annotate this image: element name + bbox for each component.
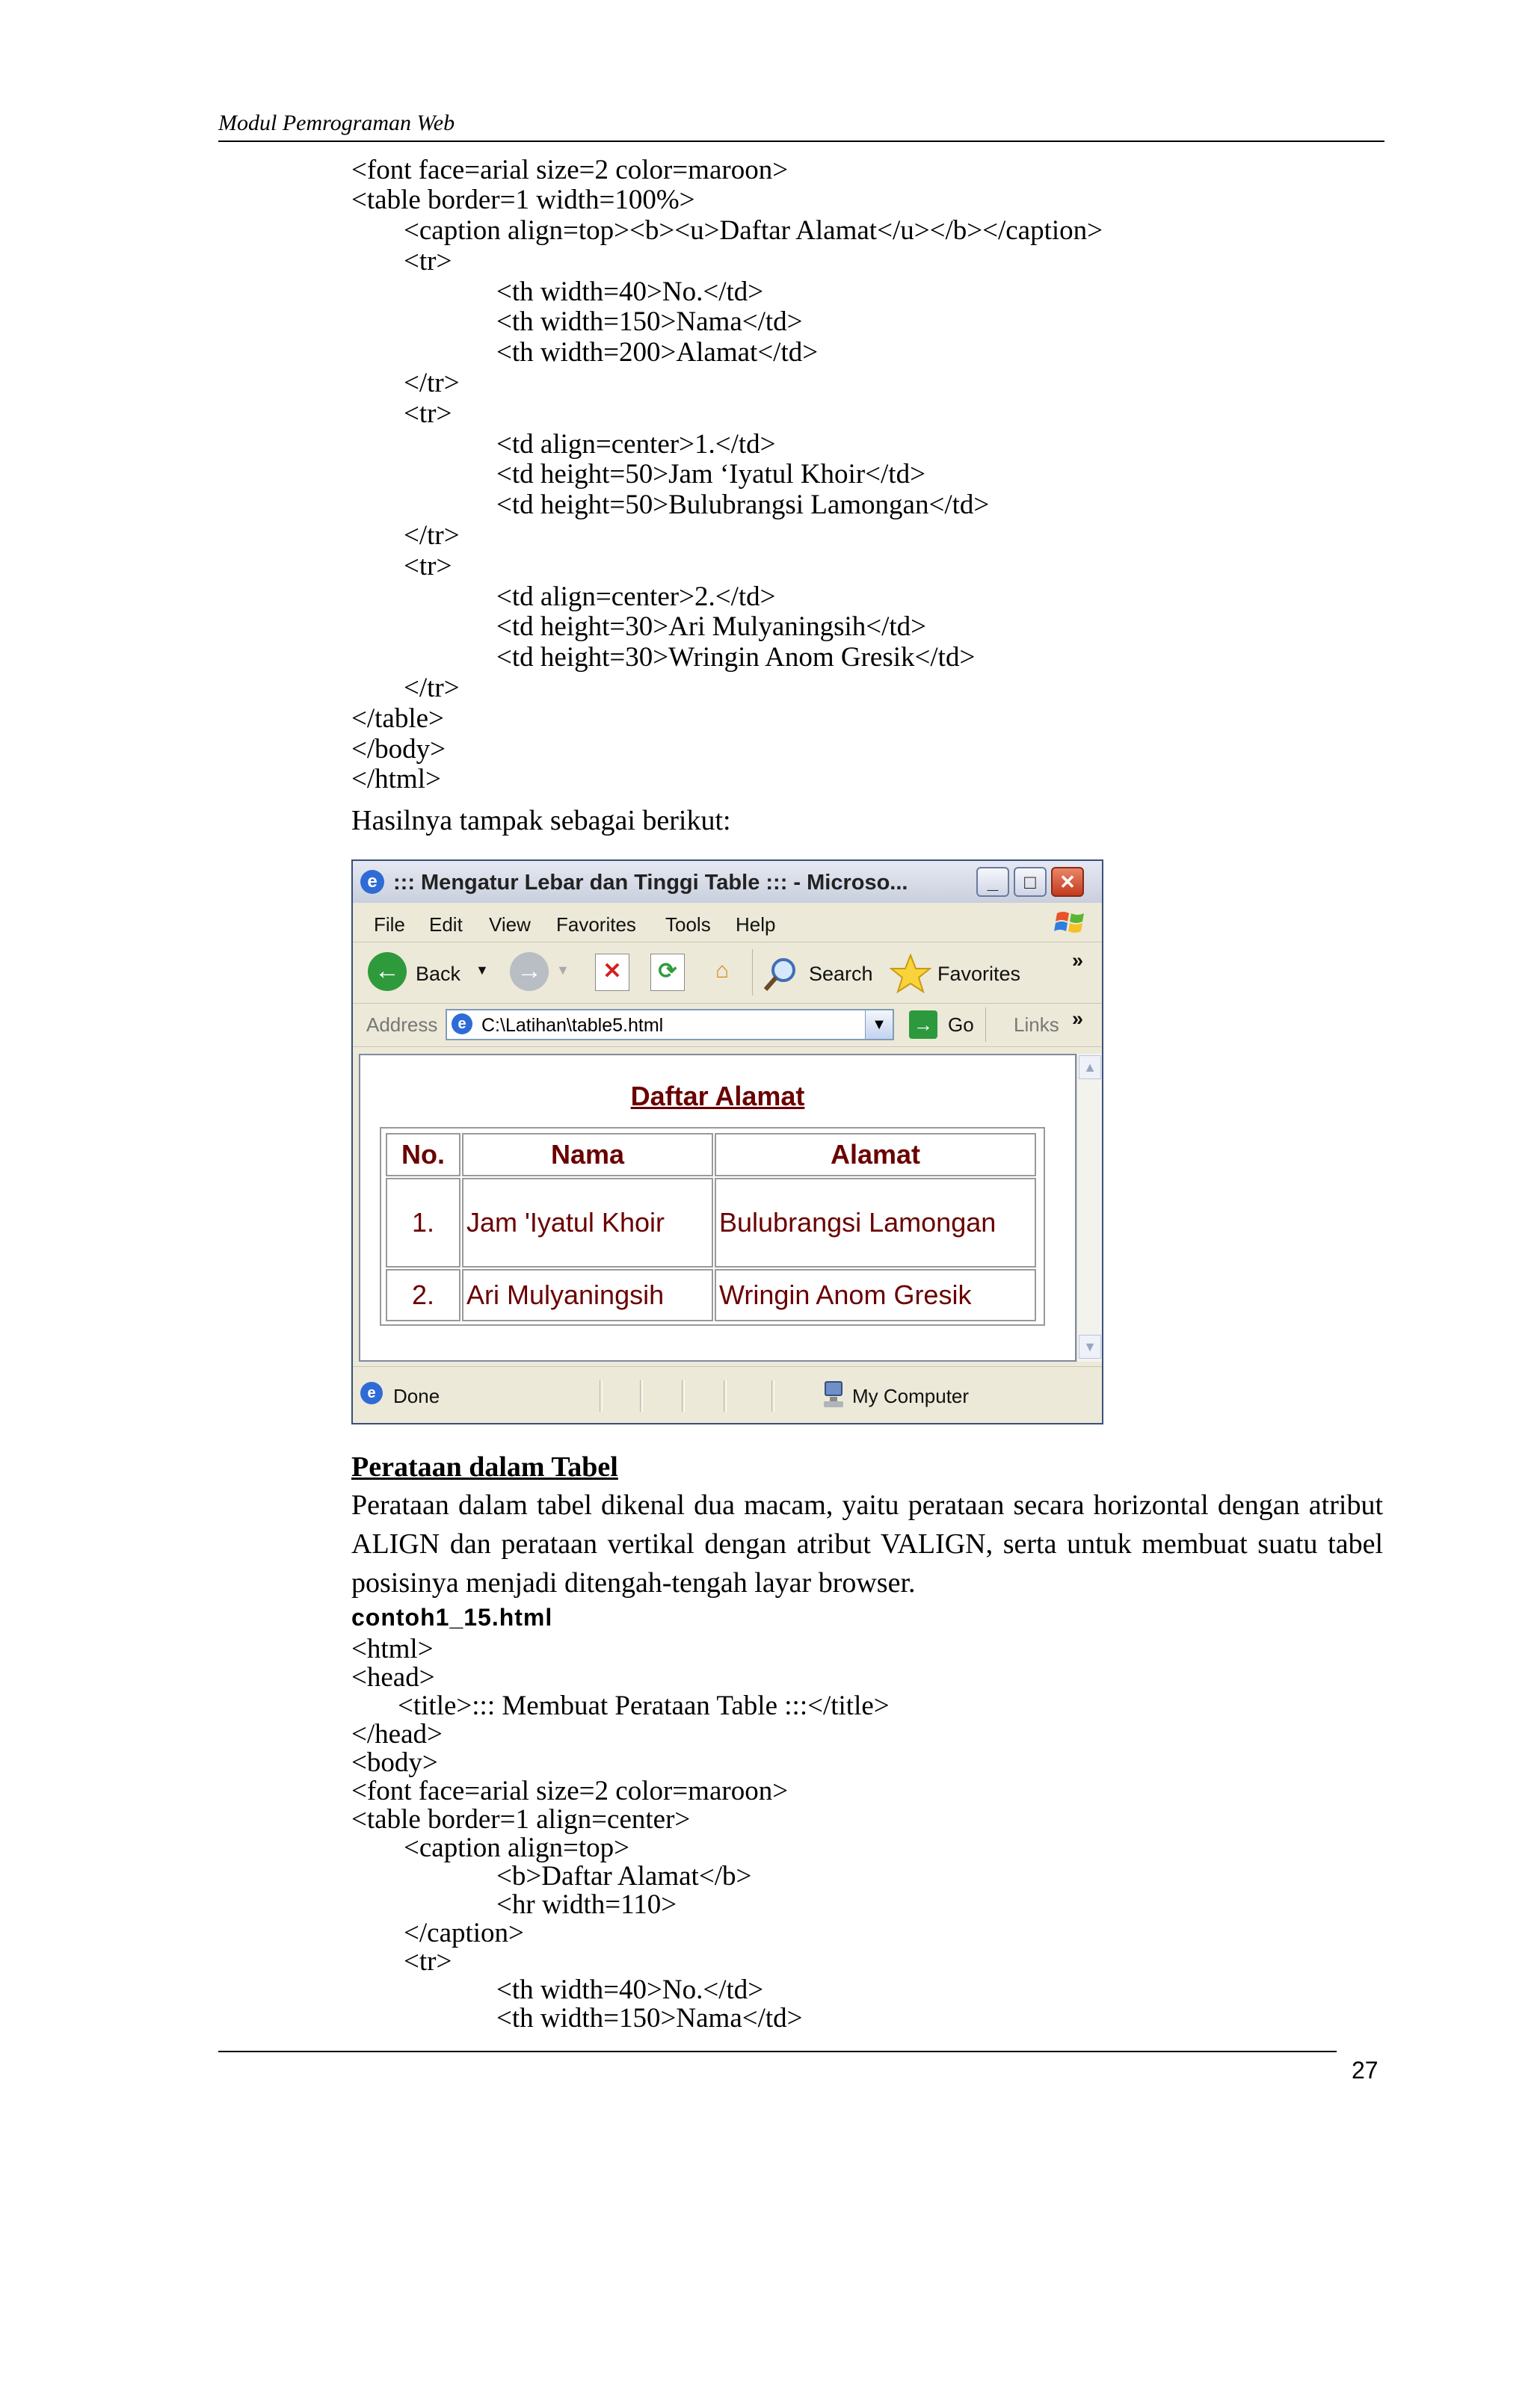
status-bar <box>353 1366 1102 1424</box>
links-label[interactable]: Links <box>1014 1013 1059 1036</box>
close-button[interactable]: ✕ <box>1051 867 1084 897</box>
code-line: <th width=200>Alamat</td> <box>496 337 819 368</box>
table-cell: 1. <box>386 1178 460 1268</box>
table-cell: Wringin Anom Gresik <box>715 1269 1036 1321</box>
header-nama: Nama <box>462 1133 713 1176</box>
status-separator <box>724 1380 727 1412</box>
stop-icon[interactable]: ✕ <box>595 954 629 991</box>
windows-flag-icon <box>1054 909 1087 936</box>
table-cell: Jam 'Iyatul Khoir <box>462 1178 713 1268</box>
ie-page-icon: e <box>452 1013 472 1034</box>
code-line: </html> <box>351 764 441 794</box>
menu-bar <box>353 903 1102 942</box>
code-line: <tr> <box>404 246 452 277</box>
body-paragraph: Perataan dalam tabel dikenal dua macam, yaitu perataan secara horizontal dengan atribut ALIGN dan perataan vertikal dengan atribut VALIGN, serta untuk membuat suatu tabel posisinya menjadi ditengah-tengah layar browser. <box>351 1489 1383 1599</box>
code-line: <td height=50>Jam ‘Iyatul Khoir</td> <box>496 459 925 490</box>
code-line: <body> <box>351 1747 438 1778</box>
menu-help[interactable]: Help <box>736 913 776 936</box>
table-cell: Ari Mulyaningsih <box>462 1269 713 1321</box>
code-line: </tr> <box>404 673 460 703</box>
vertical-scrollbar[interactable] <box>1076 1054 1103 1362</box>
code-line: </body> <box>351 734 446 765</box>
code-line: </tr> <box>404 520 460 551</box>
code-line: <tr> <box>404 398 452 429</box>
section-title: Perataan dalam Tabel <box>351 1451 618 1483</box>
code-line: <font face=arial size=2 color=maroon> <box>351 155 789 185</box>
table-cell: Bulubrangsi Lamongan <box>715 1178 1036 1268</box>
address-dropdown-icon[interactable]: ▼ <box>865 1010 893 1039</box>
code-line: <th width=40>No.</td> <box>496 1975 764 2005</box>
scroll-up-icon[interactable]: ▲ <box>1079 1055 1101 1079</box>
standard-toolbar <box>353 942 1102 1004</box>
refresh-icon[interactable]: ⟳ <box>650 954 685 991</box>
code-line: <tr> <box>404 551 452 581</box>
table-caption: Daftar Alamat <box>630 1081 805 1111</box>
code-line: <td align=center>1.</td> <box>496 429 776 460</box>
code-line: <head> <box>351 1662 435 1693</box>
ie-page-icon: e <box>360 1382 383 1404</box>
result-intro: Hasilnya tampak sebagai berikut: <box>351 805 731 836</box>
code-line: <table border=1 width=100%> <box>351 185 695 215</box>
table-cell: 2. <box>386 1269 460 1321</box>
code-line: <td align=center>2.</td> <box>496 581 776 612</box>
footer-rule <box>218 2051 1337 2052</box>
maximize-button[interactable]: □ <box>1014 867 1047 897</box>
header-alamat: Alamat <box>715 1133 1036 1176</box>
back-arrow-icon[interactable]: ← <box>368 952 407 991</box>
menu-view[interactable]: View <box>489 913 531 936</box>
code-line: </head> <box>351 1719 443 1750</box>
status-separator <box>600 1380 603 1412</box>
my-computer-icon <box>822 1380 845 1410</box>
menu-favorites[interactable]: Favorites <box>556 913 636 936</box>
code-line: </caption> <box>404 1918 524 1948</box>
code-line: <td height=30>Ari Mulyaningsih</td> <box>496 611 927 642</box>
home-icon[interactable]: ⌂ <box>715 958 730 983</box>
status-separator <box>640 1380 643 1412</box>
code-line: <font face=arial size=2 color=maroon> <box>351 1776 789 1806</box>
code-line: </tr> <box>404 368 460 398</box>
back-dropdown-icon[interactable]: ▼ <box>475 963 489 978</box>
status-separator <box>771 1380 774 1412</box>
address-table <box>380 1127 1045 1326</box>
page-viewport <box>359 1054 1076 1362</box>
favorites-button-label[interactable]: Favorites <box>937 963 1021 985</box>
menu-tools[interactable]: Tools <box>665 913 711 936</box>
menu-edit[interactable]: Edit <box>429 913 463 936</box>
header-rule <box>218 141 1384 142</box>
go-button-label[interactable]: Go <box>948 1013 974 1036</box>
code-line: <hr width=110> <box>496 1889 677 1920</box>
code-line: <html> <box>351 1634 434 1664</box>
address-bar <box>353 1003 1102 1047</box>
minimize-button[interactable]: _ <box>976 867 1009 897</box>
favorites-star-icon[interactable] <box>890 954 931 994</box>
code-line: <tr> <box>404 1946 452 1977</box>
go-arrow-icon[interactable]: → <box>909 1010 937 1039</box>
status-done: Done <box>393 1385 440 1407</box>
search-icon[interactable] <box>763 955 800 992</box>
ie-page-icon: e <box>360 870 384 894</box>
title-bar[interactable] <box>353 861 1102 903</box>
status-zone: My Computer <box>852 1385 970 1407</box>
back-button-label[interactable]: Back <box>416 963 461 985</box>
forward-dropdown-icon[interactable]: ▼ <box>556 963 570 978</box>
browser-window <box>351 859 1103 1424</box>
toolbar-overflow-icon[interactable]: » <box>1072 949 1084 972</box>
code-line: <caption align=top><b><u>Daftar Alamat</u></b></caption> <box>404 215 1103 246</box>
window-title: ::: Mengatur Lebar dan Tinggi Table ::: - Microso... <box>393 871 908 895</box>
status-separator <box>682 1380 685 1412</box>
search-button-label[interactable]: Search <box>809 963 873 985</box>
page-number: 27 <box>1352 2057 1378 2084</box>
running-header: Modul Pemrograman Web <box>218 111 455 135</box>
code-line: </table> <box>351 703 444 734</box>
address-input[interactable] <box>446 1009 894 1040</box>
code-line: <th width=150>Nama</td> <box>496 2003 803 2034</box>
address-separator <box>985 1007 986 1042</box>
toolbar-separator <box>752 949 753 995</box>
address-label: Address <box>366 1013 438 1036</box>
code-line: <title>::: Membuat Perataan Table :::</title> <box>398 1691 890 1721</box>
code-line: <th width=40>No.</td> <box>496 277 764 307</box>
address-value[interactable]: C:\Latihan\table5.html <box>481 1015 664 1036</box>
menu-file[interactable]: File <box>374 913 405 936</box>
code-line: <td height=30>Wringin Anom Gresik</td> <box>496 642 976 673</box>
code-line: <table border=1 align=center> <box>351 1804 691 1835</box>
code-line: <caption align=top> <box>404 1833 630 1863</box>
header-no: No. <box>386 1133 460 1176</box>
code-line: <b>Daftar Alamat</b> <box>496 1861 752 1892</box>
code-line: <td height=50>Bulubrangsi Lamongan</td> <box>496 490 990 520</box>
example-file-name: contoh1_15.html <box>351 1604 553 1631</box>
code-line: <th width=150>Nama</td> <box>496 306 803 337</box>
scroll-down-icon[interactable]: ▼ <box>1079 1335 1101 1359</box>
links-overflow-icon[interactable]: » <box>1072 1007 1084 1030</box>
forward-arrow-icon[interactable]: → <box>510 952 549 991</box>
